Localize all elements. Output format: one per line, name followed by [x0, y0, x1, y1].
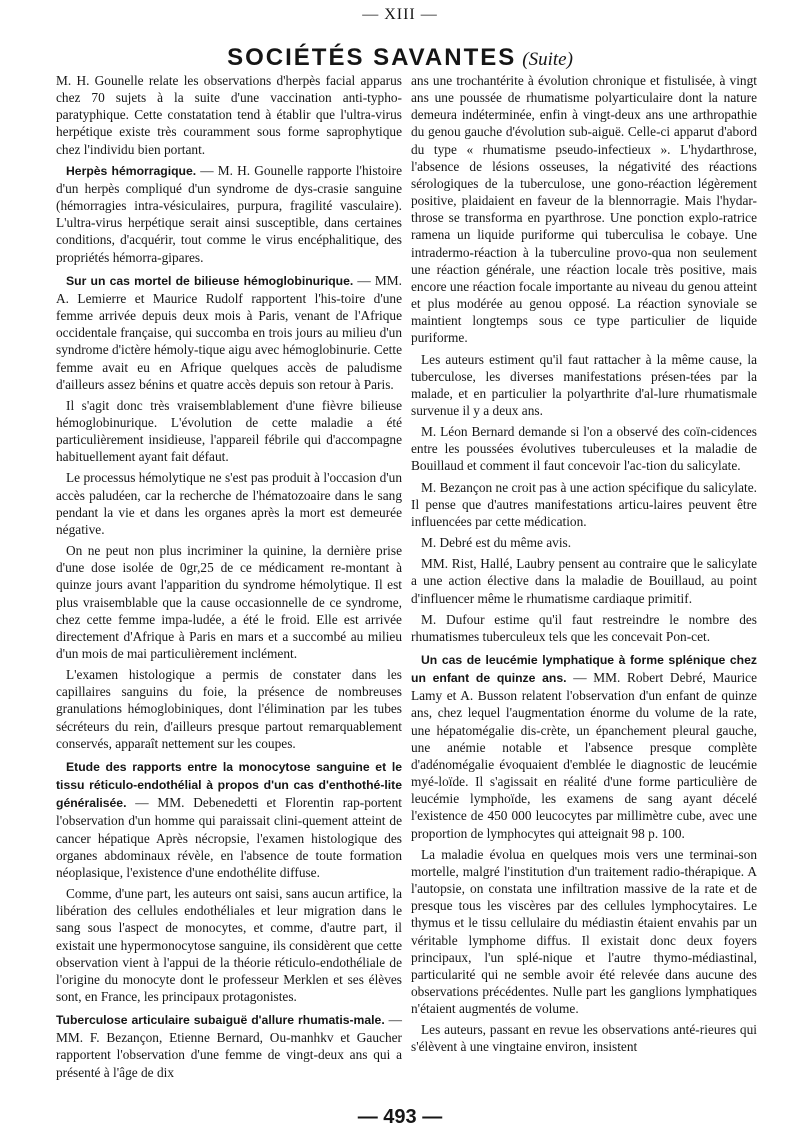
paragraph-text: M. Debré est du même avis.: [421, 535, 572, 551]
paragraph-text: — MM. A. Lemierre et Maurice Rudolf rapportent l'his-toire d'une femme arrivée depuis deux mois à Paris, venant de l'Afrique occidentale française, qui succomba en trois jours au milieu d'un syndrome d'ictère hémoly-tique aigu avec hémoglobinurie. Cette femme avait eu en Afrique quelques accès de paludisme d'ailleurs assez bénins et quatre accès depuis son retour à Paris.: [56, 272, 402, 392]
paragraph: [56, 542, 402, 662]
paragraph-text: Le processus hémolytique ne s'est pas produit à l'occasion d'un accès paludéen, car la recherche de l'hématozoaire dans le sang pendant la vie et dans les organes après la mort est demeurée négative.: [56, 470, 402, 537]
paragraph: [56, 397, 402, 466]
paragraph-text: Les auteurs estiment qu'il faut rattacher à la même cause, la tuberculose, les diverses manifestations présen-tées par la malade, et en particulier la polyarthrite d'al-lure rhumatismale survenue il y a deux ans.: [411, 351, 757, 418]
paragraph: [411, 423, 757, 474]
paragraph-text: M. Léon Bernard demande si l'on a observé des coïn-cidences entre les poussées évolutives tuberculeuses et la maladie de Bouillaud et comment il faut concevoir l'ac-tion du salicylate.: [411, 424, 757, 474]
paragraph-text: ans une trochantérite à évolution chronique et fistulisée, à vingt ans une poussée de rhumatisme polyarticulaire dont la nature demeura indéterminée, enfin à vingt-deux ans une arthropathie du genou gauche d'évolution sub-aiguë. Celle-ci apparut d'abord du type « rhumatisme pseudo-infectieux ». L'hydarthrose, l'absence de lésions osseuses, la négativité des réactions sérologiques de la tuberculose, une gono-réaction légèrement positive, plaidaient en faveur de la blennorragie. Mais l'hydar-throse se transforma en pyarthrose. Une ponction explo-ratrice ramena un liquide puriforme qui tuberculisa le cobaye. Une intradermo-réaction à la tuberculine provo-qua non seulement une réaction générale, une réaction locale très positive, mais encore une réaction focale importante au niveau du genou atteint et plus modérée au genou opposé. La réaction synoviale se maintient longtemps sous ce type particulier de liquide puriforme.: [411, 73, 757, 346]
left-column: [56, 72, 402, 1085]
paragraph-text: M. Dufour estime qu'il faut restreindre le nombre des rhumatismes tuberculeux tels que les concevait Pon-cet.: [411, 611, 757, 644]
paragraph-heading: Tuberculose articulaire subaiguë d'allure rhumatis-male.: [56, 1013, 385, 1028]
paragraph: [411, 611, 757, 645]
paragraph-text: — M. H. Gounelle rapporte l'histoire d'un herpès compliqué d'un syndrome de dys-crasie sanguine (hémorragies intra-vésiculaires, purpura, fragilité vasculaire). L'ultra-virus herpétique serait ainsi susceptible, dans certaines conditions, d'acquérir, tout comme le virus encéphalitique, des propriétés hémorra-gipares.: [56, 162, 402, 265]
paragraph: [411, 351, 757, 420]
paragraph: [411, 72, 757, 347]
section-title: [0, 44, 800, 72]
paragraph-text: L'examen histologique a permis de constater dans les capillaires sanguins du foie, la présence de nombreuses granulations hémoglobiniques, dont l'élimination par les tubes sécréteurs du rein, d'ailleurs presque partout remarquablement conservés, apparaît nettement sur les coupes.: [56, 667, 402, 751]
paragraph: [56, 162, 402, 266]
paragraph: [56, 666, 402, 752]
paragraph-heading: Sur un cas mortel de bilieuse hémoglobinurique.: [66, 273, 354, 288]
paragraph-text: — MM. Debenedetti et Florentin rap-portent l'observation d'un homme qui paraissait clini-quement atteint de cancer hépatique Après nécropsie, l'examen histologique des organes abdominaux révèle, en l'absence de toute formation néoplasique, l'existence d'une endothélite diffuse.: [56, 795, 402, 880]
paragraph-text: Il s'agit donc très vraisemblablement d'une fièvre bilieuse hémoglobinurique. L'évolution de cette maladie a été particulièrement insidieuse, l'appareil fébrile qui d'accompagne habituellement ayant fait défaut.: [56, 397, 402, 465]
paragraph-text: Comme, d'une part, les auteurs ont saisi, sans aucun artifice, la libération des cellules endothéliales et leur migration dans le sang sous l'aspect de monocytes, et comme, d'autre part, il existait une hypermonocytose sanguine, ils considèrent que cette observation vient à l'appui de la théorie réticulo-endothéliale de l'origine du monocyte dont le professeur Merklen et ses élèves sont, en France, les principaux protagonistes.: [56, 886, 402, 1004]
paragraph: [56, 1011, 402, 1081]
paragraph: [56, 272, 402, 393]
paragraph-text: — MM. F. Bezançon, Etienne Bernard, Ou-manhkv et Gaucher rapportent l'observation d'une femme de vingt-deux ans qui a présenté à l'âge de dix: [56, 1012, 402, 1080]
paragraph: [56, 469, 402, 538]
paragraph-text: — MM. Robert Debré, Maurice Lamy et A. Busson relatent l'observation d'un enfant de quinze ans, chez lequel l'augmentation énorme du volume de la rate, une hépatomégalie dis-crète, un épanchement pleural gauche, une anémie notable et l'absence presque complète d'adénomégalie évoquaient d'emblée le diagnostic de leucémie myé-loïde. Il s'agissait en réalité d'une forme particulière de leucémie lymphoïde, les examens de sang ayant décelé l'existence de 450 000 leucocytes par millimètre cube, avec une proportion de lymphocytes qui atteignait 98 p. 100.: [411, 670, 757, 841]
section-title-main: SOCIÉTÉS SAVANTES: [227, 44, 517, 71]
paragraph: [411, 846, 757, 1018]
paragraph: [411, 479, 757, 530]
paragraph: [56, 758, 402, 881]
right-column: [411, 72, 757, 1060]
paragraph-text: Les auteurs, passant en revue les observations anté-rieures qui s'élèvent à une vingtaine environ, insistent: [411, 1022, 757, 1055]
paragraph: [411, 534, 757, 551]
section-title-suffix: (Suite): [522, 49, 573, 70]
page-roman-numeral: — XIII —: [362, 6, 438, 23]
paragraph: [411, 555, 757, 606]
paragraph: [56, 72, 402, 158]
paragraph-text: M. H. Gounelle relate les observations d'herpès facial apparus chez 70 sujets à la suite d'une vaccination anti-typho-paratyphique. Cette constatation tend à établir que l'ultra-virus herpétique existe très couramment sous forme saprophytique chez l'individu bien portant.: [56, 73, 402, 157]
paragraph-text: M. Bezançon ne croit pas à une action spécifique du salicylate. Il pense que d'autres manifestations articu-laires peuvent être influencées par cette médication.: [411, 479, 757, 529]
paragraph-heading: Herpès hémorragique.: [66, 163, 197, 178]
paragraph-heading: Un cas de leucémie lymphatique à forme splénique chez un enfant de quinze ans.: [411, 653, 757, 686]
paragraph-text: MM. Rist, Hallé, Laubry pensent au contraire que le salicylate a une action élective dans la maladie de Bouillaud, au point d'influencer même le rhumatisme cardiaque primitif.: [411, 556, 757, 606]
paragraph: [411, 1021, 757, 1055]
paragraph-text: La maladie évolua en quelques mois vers une terminai-son mortelle, malgré l'institution d'un traitement radio-thérapique. A l'autopsie, on constata une infiltration massive de la rate et de presque tous les viscères par des cellules lymphocytaires. Le thymus et le tissu cellulaire du médiastin étaient envahis par un véritable lymphome diffus. Il existait donc deux foyers principaux, l'un splé-nique et l'autre thymo-médiastinal, particularité qui ne semble avoir été relevée dans aucune des observations précédentes. Nulle part les ganglions lymphatiques n'étaient augmentés de volume.: [411, 846, 757, 1017]
paragraph: [56, 885, 402, 1005]
page-number: — 493 —: [357, 1106, 443, 1128]
paragraph-text: On ne peut non plus incriminer la quinine, la dernière prise d'une dose isolée de 0gr,25 de ce médicament re-montant à quinze jours avant l'apparition du syndrome hémolytique. Il est plus vraisemblable que la cause occasionnelle de ce syndrome, chez cette femme impa-ludée, a été le froid. Elle est arrivée directement d'Afrique à Paris en mars et a succombé au milieu d'un mois de mai particulièrement inclément.: [56, 543, 402, 661]
paragraph: [411, 651, 757, 842]
paragraph-heading: Etude des rapports entre la monocytose sanguine et le tissu réticulo-endothélial à propos d'un cas d'enthothé-lite généralisée.: [56, 759, 402, 811]
